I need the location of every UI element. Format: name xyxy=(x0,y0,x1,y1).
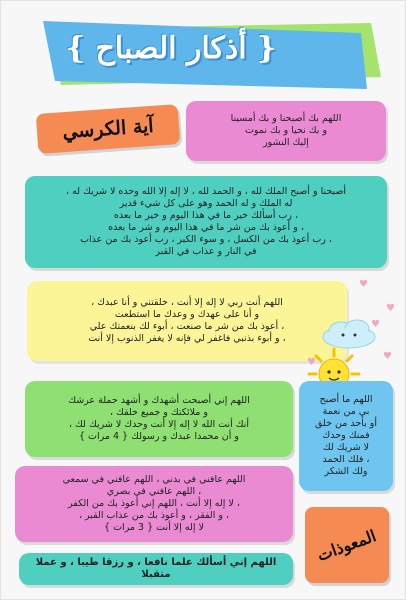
dua-card-green xyxy=(25,381,293,457)
dua-card-pink-bottom xyxy=(15,466,293,542)
dua-card-blue xyxy=(299,381,393,491)
dua-text: أصبحنا و أصبح الملك لله ، و الحمد لله ، لا إله إلا الله وحده لا شريك له ، له الملك و له الحمد وهو على كل شيء قدير ، رب أسألك خير ما في هذا اليوم و خير ما بعده ، و أعوذ بك من شر ما في هذا اليوم و شر ما بعده ، رب أعوذ بك من الكسل ، و سوء الكبر ، رب أعوذ بك من عذاب في النار و عذاب في القبر xyxy=(65,186,347,257)
dua-text: اللهم إني أصبحت أشهدك و أشهد حملة عرشك و ملائكتك و جميع خلقك ، أنك أنت الله لا إله إلا أنت وحدك لا شريك لك ، و أن محمدا عبدك و رسولك { 4 مرات } xyxy=(68,395,250,442)
dua-text: اللهم عافني في بدني ، اللهم عافني في سمعي ، اللهم عافني في بصري ، لا إله إلا أنت ، اللهم إني أعوذ بك من الكفر ، و الفقر ، و أعوذ بك من عذاب القبر ، لا إله إلا أنت { 3 مرات } xyxy=(62,474,246,533)
page-title: { أذكار الصباح } xyxy=(65,31,277,66)
dua-card-teal xyxy=(25,176,387,268)
dua-text: اللهم أنت ربي لا إله إلا أنت ، خلقتني و أنا عبدك ، و أنا على عهدك و وعدك ما استطعت ، أعوذ بك من شر ما صنعت ، أبوء لك بنعمتك علي ، و أبوء بذنبي فاغفر لي فإنه لا يغفر الذنوب إلا أنت xyxy=(88,297,286,344)
dua-card-yellow xyxy=(27,281,347,361)
dua-text: اللهم إني أسألك علما نافعا ، و رزقا طيبا ، و عملا متقبلا xyxy=(35,557,277,580)
heart-icon: ♥ xyxy=(359,279,368,290)
ayat-label-text: آية الكرسي xyxy=(61,114,155,144)
muawwidhat-label-text: المعوذات xyxy=(315,525,379,565)
heart-icon: ♥ xyxy=(383,351,392,362)
dua-text: اللهم ما أصبح بي من نعمة أو بأحد من خلق فمنك وحدك لا شريك لك ، فلك الحمد ولك الشكر xyxy=(315,394,377,477)
cloud-icon xyxy=(319,317,379,351)
heart-icon: ♥ xyxy=(371,319,380,330)
ayat-label xyxy=(36,104,180,154)
heart-icon: ♥ xyxy=(307,357,316,368)
muawwidhat-label xyxy=(305,507,389,583)
dua-text: اللهم بك أصبحنا و بك أمسينا و بك نحيا و بك نموت إليك النشور xyxy=(230,113,342,148)
heart-icon: ♥ xyxy=(386,303,395,314)
dua-card-pink-top xyxy=(186,101,386,161)
dua-card-teal-bottom xyxy=(19,553,293,585)
